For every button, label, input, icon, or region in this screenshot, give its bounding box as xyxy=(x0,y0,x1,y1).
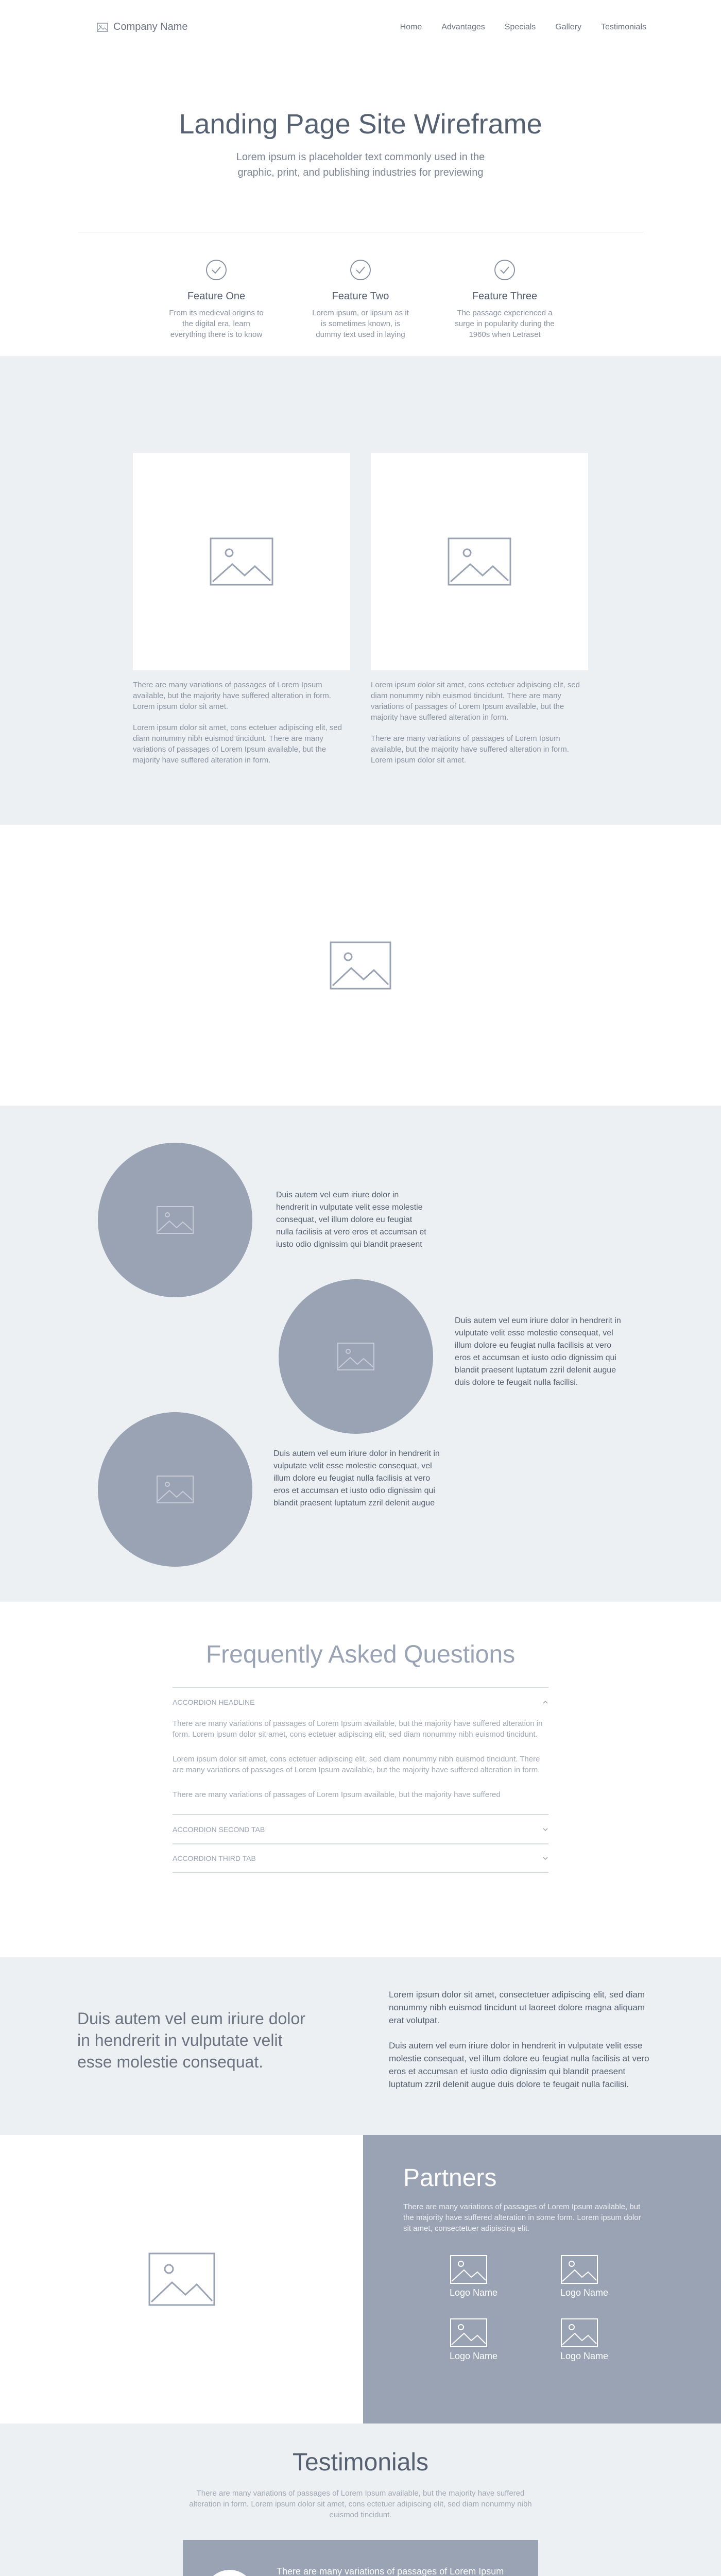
card-text: There are many variations of passages of Lorem Ipsum available, but the majority have suffered alteration in form. Lorem ipsum dolor sit amet. xyxy=(371,734,569,765)
quote-paragraph: Lorem ipsum dolor sit amet, consectetuer adipiscing elit, sed diam nonummy nibh euismod tincidunt ut laoreet dolore magna aliquam erat volutpat. xyxy=(389,1990,645,2025)
accordion-tab-label: ACCORDION SECOND TAB xyxy=(173,1825,265,1834)
faq-section xyxy=(0,1602,721,1957)
image-placeholder-icon xyxy=(337,1342,375,1371)
image-card xyxy=(371,453,588,825)
hero xyxy=(0,54,721,232)
card-text: Lorem ipsum dolor sit amet, cons ectetuer adipiscing elit, sed diam nonummy nibh euismod tincidunt. There are many variations of passages of Lorem Ipsum available, but the majority have suffered alteration in form. xyxy=(371,681,580,722)
circle-text: Duis autem vel eum iriure dolor in hendrerit in vulputate velit esse molestie consequat, vel illum dolore eu feugiat nulla facilisis at vero eros et accumsan et iusto odio dignissim qui blandit praesent xyxy=(276,1191,426,1249)
partner-logo[interactable] xyxy=(450,2318,560,2362)
nav-link-testimonials[interactable]: Testimonials xyxy=(600,22,646,31)
feature-title: Feature Three xyxy=(472,291,538,302)
features xyxy=(0,232,721,356)
partners-panel xyxy=(363,2135,721,2424)
accordion-headline[interactable] xyxy=(173,1687,548,1716)
testimonial-card xyxy=(183,2540,538,2576)
accordion-paragraph: Lorem ipsum dolor sit amet, cons ectetuer adipiscing elit, sed diam nonummy nibh euismod tincidunt. There are many variations of passages of Lorem Ipsum available, but the majority have suffered alteration in form. xyxy=(173,1755,540,1774)
partners-intro: There are many variations of passages of Lorem Ipsum available, but the majority have suffered alteration in some form. Lorem ipsum dolor sit amet, consectetuer adipiscing elit. xyxy=(403,2202,641,2233)
accordion-paragraph: There are many variations of passages of Lorem Ipsum available, but the majority have suffered xyxy=(173,1790,501,1799)
logo-image-icon xyxy=(560,2318,598,2348)
partners-section xyxy=(0,2135,721,2424)
feature-text: From its medieval origins to the digital era, learn everything there is to know xyxy=(169,309,264,339)
feature-text: The passage experienced a surge in popularity during the 1960s when Letraset xyxy=(455,309,555,339)
chevron-down-icon xyxy=(542,1855,548,1861)
feature-item xyxy=(455,259,555,356)
accordion xyxy=(173,1687,548,1873)
check-circle-icon xyxy=(350,259,371,281)
brand-name: Company Name xyxy=(113,21,188,32)
image-card xyxy=(133,453,350,825)
card-image xyxy=(133,453,350,670)
image-placeholder-icon xyxy=(448,537,511,586)
card-text: There are many variations of passages of Lorem Ipsum available, but the majority have suffered alteration in form. Lorem ipsum dolor sit amet. xyxy=(133,681,331,711)
faq-title: Frequently Asked Questions xyxy=(205,1641,516,1668)
hero-subtitle: Lorem ipsum is placeholder text commonly used in the graphic, print, and publishing industries for previewing xyxy=(236,151,485,178)
accordion-third-tab[interactable] xyxy=(173,1843,548,1873)
logo-image-icon xyxy=(560,2255,598,2284)
partner-logo-name: Logo Name xyxy=(560,2351,609,2361)
partner-logo-name: Logo Name xyxy=(450,2351,498,2361)
circle-image xyxy=(98,1412,252,1567)
feature-item xyxy=(311,259,411,356)
image-placeholder-icon xyxy=(156,1206,194,1234)
testimonial-content xyxy=(277,2565,517,2576)
feature-text: Lorem ipsum, or lipsum as it is sometimes known, is dummy text used in laying xyxy=(312,309,409,339)
partners-title: Partners xyxy=(403,2164,497,2192)
quote-paragraph: Duis autem vel eum iriure dolor in hendrerit in vulputate velit esse molestie consequat, vel illum dolore eu feugiat nulla facilisis at vero eros et accumsan et iusto odio dignissim qui blandit praesent luptatum zzril delenit augue duis dolore te feugait nulla facilisi. xyxy=(389,2041,649,2089)
feature-title: Feature Two xyxy=(332,291,389,302)
top-nav xyxy=(0,0,721,54)
nav-link-home[interactable]: Home xyxy=(400,22,422,31)
image-placeholder-icon xyxy=(330,941,391,990)
nav-link-advantages[interactable]: Advantages xyxy=(441,22,485,31)
check-circle-icon xyxy=(494,259,516,281)
nav-link-specials[interactable]: Specials xyxy=(504,22,536,31)
testimonials-intro: There are many variations of passages of Lorem Ipsum available, but the majority have suffered alteration in form. Lorem ipsum dolor sit amet, cons ectetuer adipiscing elit, sed diam nonummy nibh euismod tincidunt. xyxy=(189,2489,532,2519)
logo-image-icon xyxy=(450,2318,488,2348)
image-placeholder-icon xyxy=(210,537,273,586)
nav-link-gallery[interactable]: Gallery xyxy=(555,22,581,31)
testimonials-title: Testimonials xyxy=(292,2449,429,2476)
partner-logo[interactable] xyxy=(560,2318,671,2362)
accordion-tab-label: ACCORDION THIRD TAB xyxy=(173,1854,256,1862)
circle-image xyxy=(279,1279,433,1434)
card-image xyxy=(371,453,588,670)
image-placeholder-icon xyxy=(156,1475,194,1504)
nav-menu xyxy=(400,23,646,32)
image-cards-section xyxy=(0,356,721,825)
accordion-paragraph: There are many variations of passages of Lorem Ipsum available, but the majority have suffered alteration in form. Lorem ipsum dolor sit amet, cons ectetuer adipiscing elit, sed diam nonummy nibh euismod tincidunt. xyxy=(173,1719,543,1739)
accordion-second-tab[interactable] xyxy=(173,1814,548,1843)
circle-text: Duis autem vel eum iriure dolor in hendrerit in vulputate velit esse molestie consequat, vel illum dolore eu feugiat nulla facilisis at vero eros et accumsan et iusto odio dignissim qui blandit praesent luptatum zzril delenit augue duis dolore te feugait nulla facilisi. xyxy=(455,1316,621,1387)
avatar xyxy=(204,2570,255,2576)
logo-image-icon xyxy=(97,23,108,32)
accordion-headline-label: ACCORDION HEADLINE xyxy=(173,1698,255,1706)
partner-logos xyxy=(403,2255,721,2362)
partner-logo-name: Logo Name xyxy=(450,2287,498,2298)
quote-section xyxy=(0,1957,721,2135)
partners-image xyxy=(0,2135,363,2424)
testimonials-section xyxy=(0,2424,721,2576)
check-circle-icon xyxy=(205,259,227,281)
chevron-up-icon xyxy=(542,1699,548,1705)
partner-logo[interactable] xyxy=(560,2255,671,2298)
circle-image xyxy=(98,1143,252,1297)
big-image-section xyxy=(0,825,721,1106)
logo-image-icon xyxy=(450,2255,488,2284)
feature-item xyxy=(166,259,267,356)
card-text: Lorem ipsum dolor sit amet, cons ectetuer adipiscing elit, sed diam nonummy nibh euismod tincidunt. There are many variations of passages of Lorem Ipsum available, but the majority have suffered alteration in form. xyxy=(133,723,342,765)
circle-text: Duis autem vel eum iriure dolor in hendrerit in vulputate velit esse molestie consequat, vel illum dolore eu feugiat nulla facilisis at vero eros et accumsan et iusto odio dignissim qui blandit praesent luptatum zzril delenit augue xyxy=(273,1449,440,1507)
partner-logo[interactable] xyxy=(450,2255,560,2298)
quote-body xyxy=(389,1988,657,2135)
feature-title: Feature One xyxy=(187,291,246,302)
brand[interactable] xyxy=(97,21,188,33)
circles-section xyxy=(0,1106,721,1602)
testimonial-quote: There are many variations of passages of Lorem Ipsum xyxy=(277,2566,504,2576)
pull-quote: Duis autem vel eum iriure dolor in hendrerit in vulputate velit esse molestie consequat. xyxy=(77,2009,305,2071)
partner-logo-name: Logo Name xyxy=(560,2287,609,2298)
hero-title: Landing Page Site Wireframe xyxy=(179,109,542,140)
accordion-body xyxy=(173,1716,548,1800)
chevron-down-icon xyxy=(542,1826,548,1833)
image-placeholder-icon xyxy=(148,2252,215,2306)
